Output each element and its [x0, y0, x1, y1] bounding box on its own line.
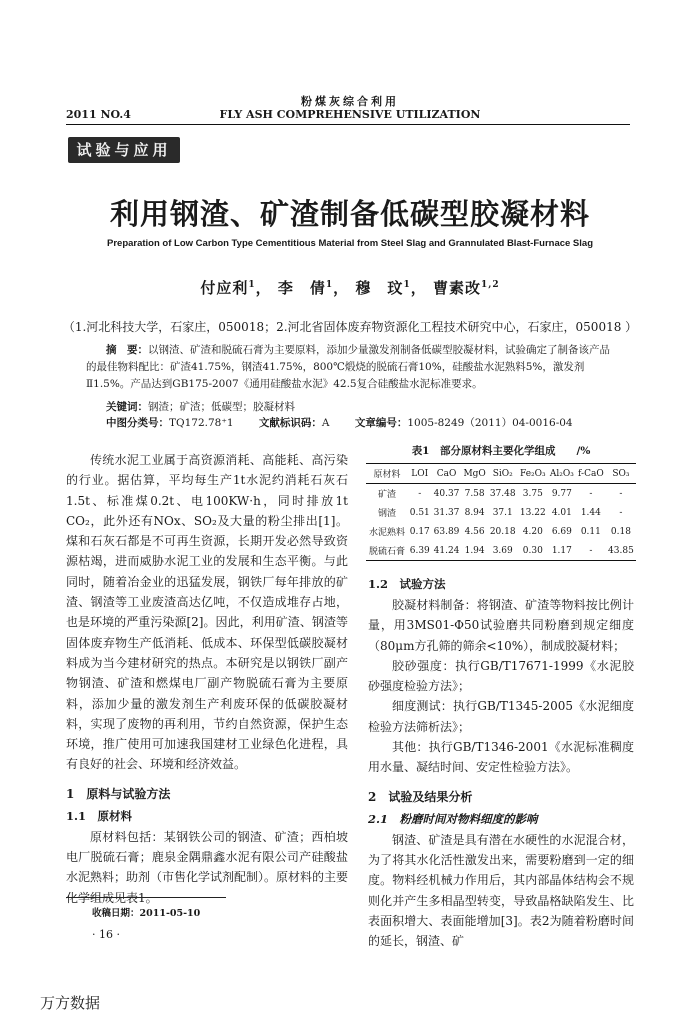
table-header-row	[366, 464, 636, 484]
journal-issue: 2011 NO.4	[66, 108, 131, 121]
table-cell: 37.1	[492, 507, 513, 518]
table-caption: 表1 部分原材料主要化学组成 /%	[411, 445, 591, 457]
table-cell: 6.69	[551, 526, 572, 537]
received-date: 收稿日期：2011-05-10	[92, 908, 201, 919]
table-cell: 63.89	[433, 526, 460, 537]
table-cell: 1.17	[548, 541, 576, 561]
table-header: MgO	[462, 464, 488, 484]
table-cell: 4.56	[464, 526, 485, 537]
table-header: Al₂O₃	[548, 464, 576, 484]
table-cell: 37.48	[489, 488, 516, 499]
left-column	[66, 450, 348, 908]
chemical-composition-table	[366, 463, 636, 561]
section-tag: 试验与应用	[68, 137, 180, 163]
table-cell: 0.17	[409, 526, 430, 537]
table-cell: -	[589, 488, 593, 499]
table-header: CaO	[431, 464, 461, 484]
intro-paragraph: 传统水泥工业属于高资源消耗、高能耗、高污染的行业。据估算，平均每生产1t水泥约消耗石灰石1.5t、标准煤0.2t、电100KW·h，同时排放1t CO₂，此外还有NOx、SO₂及大量的粉尘排出[1]。煤和石灰石都是不可再生资源，长期开发必然导致资源枯竭，进而威胁水泥工业的发展和生态平衡。与此同时，随着冶金业的迅猛发展，钢铁厂每年排放的矿渣、钢渣等工业废渣高达亿吨，不仅造成堆存占地，也是环境的严重污染源[2]。因此，利用矿渣、钢渣等固体废弃物生产低消耗、低成本、环保型低碳胶凝材料成为当今建材研究的热点。本研究是以钢铁厂副产物钢渣、矿渣和燃煤电厂副产物脱硫石膏为主要原料，添加少量的激发剂生产利废环保的低碳胶凝材料，实现了废物的再利用，节约自然资源，保护生态环境，推广使用可加速我国建材工业绿色化进程，具有良好的社会、环境和经济效益。	[66, 453, 348, 772]
table-cell: 3.69	[488, 541, 518, 561]
method-paragraph: 胶砂强度：执行GB/T17671-1999《水泥胶砂强度检验方法》；	[368, 658, 634, 694]
table-cell: 水泥熟料	[369, 528, 406, 538]
table-cell: 4.20	[522, 526, 543, 537]
section-1-1-text: 原材料包括：某钢铁公司的钢渣、矿渣；西柏坡电厂脱硫石膏；鹿泉金隅鼎鑫水泥有限公司产硅酸盐水泥熟料；助剂（市售化学试剂配制）。原材料的主要化学组成见表1。	[66, 829, 349, 905]
table-cell: 钢渣	[378, 509, 397, 519]
author-sup: 1,2	[480, 280, 500, 290]
journal-name-en: FLY ASH COMPREHENSIVE UTILIZATION	[219, 108, 481, 121]
page-number: · 16 ·	[92, 928, 120, 941]
table-cell: 13.22	[519, 507, 546, 518]
table-cell: 脱硫石膏	[366, 541, 408, 561]
table-cell: 1.44	[580, 507, 601, 518]
classification-line	[106, 415, 626, 430]
table-header: f-CaO	[576, 464, 606, 484]
table-cell: 0.11	[580, 526, 601, 537]
section-1-2-heading: 1.2 试验方法	[368, 577, 446, 591]
table-row	[366, 522, 636, 541]
section-1-1-heading: 1.1 原材料	[66, 808, 133, 823]
doc-code: A	[321, 417, 330, 429]
keywords	[106, 399, 295, 414]
table-cell: 41.24	[431, 541, 461, 561]
watermark: 万方数据	[40, 994, 101, 1012]
table-cell: 4.01	[551, 507, 572, 518]
method-paragraph: 细度测试：执行GB/T1345-2005《水泥细度检验方法筛析法》；	[368, 699, 634, 734]
table-header: SiO₂	[488, 464, 518, 484]
abstract-text: 以钢渣、矿渣和脱硫石膏为主要原料，添加少量激发剂制备低碳型胶凝材料，试验确定了制备该产品的最佳物料配比：矿渣41.75%，钢渣41.75%，800℃煅烧的脱硫石膏10%，硅酸盐水泥熟料5%，激发剂Ⅱ1.5%。产品达到GB175-2007《通用硅酸盐水泥》42.5复合硅酸盐水泥标准要求。	[86, 344, 610, 390]
author: 穆 玟	[355, 279, 404, 297]
author-sup: 1	[325, 280, 334, 290]
table-cell: 43.85	[606, 541, 636, 561]
author-sup: 1	[403, 280, 411, 290]
abstract	[86, 342, 612, 393]
section-2-1-heading: 2.1 粉磨时间对物料细度的影响	[368, 811, 538, 826]
table-cell: -	[619, 507, 623, 518]
table-row	[366, 484, 636, 504]
keywords-text: 钢渣；矿渣；低碳型；胶凝材料	[148, 401, 295, 413]
author: 付应利	[200, 279, 249, 297]
right-column	[368, 573, 634, 951]
author-sup: 1	[248, 280, 256, 290]
table-cell: 0.18	[610, 526, 631, 537]
table-header: SO₃	[606, 464, 636, 484]
footnote-rule	[66, 897, 226, 898]
table-cell: -	[619, 488, 623, 499]
table-cell: 8.94	[464, 507, 485, 518]
abstract-label: 摘 要：	[106, 344, 148, 356]
table-cell: 0.51	[409, 507, 430, 518]
table-cell: 3.75	[522, 488, 543, 499]
table-cell: 0.30	[518, 541, 548, 561]
author-list: 付应利$^1$， 李 倩$^1$， 穆 玟$^1$， 曹素改$^{1,2}$	[200, 279, 500, 297]
affiliation: （1.河北科技大学，石家庄，050018；2.河北省固体废弃物资源化工程技术研究中心，石家庄，050018 ）	[62, 320, 638, 334]
keywords-label: 关键词：	[106, 401, 148, 413]
clc-code: TQ172.78⁺1	[169, 417, 234, 429]
clc-label: 中图分类号：	[106, 417, 169, 429]
table-row	[366, 503, 636, 522]
journal-name-cn: 粉煤灰综合利用	[301, 95, 399, 108]
table-cell: 7.58	[464, 488, 485, 499]
table-header: Fe₂O₃	[518, 464, 548, 484]
method-paragraph: 胶凝材料制备：将钢渣、矿渣等物料按比例计量，用3MS01-Φ50试验磨共同粉磨到规定细度（80μm方孔筛的筛余<10%），制成胶凝材料；	[368, 598, 634, 653]
table-row	[366, 541, 636, 561]
author: 曹素改	[432, 279, 481, 297]
table-cell: 9.77	[551, 488, 572, 499]
section-2-1-text: 钢渣、矿渣是具有潜在水硬性的水泥混合材，为了将其水化活性激发出来，需要粉磨到一定的细度。物料经机械力作用后，其内部晶体结构会不规则化并产生多相晶型转变，导致晶格缺陷发生、比表面积增大、表面能增加[3]。表2为随着粉磨时间的延长，钢渣、矿	[368, 832, 634, 949]
author: 李 倩	[277, 279, 326, 297]
table-header: LOI	[408, 464, 431, 484]
doc-label: 文献标识码：	[258, 417, 322, 429]
article-label: 文章编号：	[354, 417, 408, 429]
article-number: 1005-8249（2011）04-0016-04	[407, 417, 573, 429]
table-cell: -	[576, 541, 606, 561]
table-cell: -	[418, 488, 422, 499]
section-2-heading: 2 试验及结果分析	[368, 789, 473, 804]
table-cell: 40.37	[433, 488, 460, 499]
table-cell: 20.18	[489, 526, 516, 537]
table-cell: 6.39	[408, 541, 431, 561]
method-paragraph: 其他：执行GB/T1346-2001《水泥标准稠度用水量、凝结时间、安定性检验方法》。	[368, 740, 634, 775]
paper-title: 利用钢渣、矿渣制备低碳型胶凝材料	[109, 197, 590, 231]
table-cell: 矿渣	[378, 490, 397, 500]
table-cell: 1.94	[462, 541, 488, 561]
table-header: 原材料	[366, 464, 408, 484]
header-rule	[66, 124, 630, 125]
table-cell: 31.37	[433, 507, 460, 518]
paper-title-en: Preparation of Low Carbon Type Cementitious Material from Steel Slag and Grannulated Blast-Furnace Slag	[107, 238, 593, 249]
section-1-heading: 1 原料与试验方法	[66, 786, 171, 801]
